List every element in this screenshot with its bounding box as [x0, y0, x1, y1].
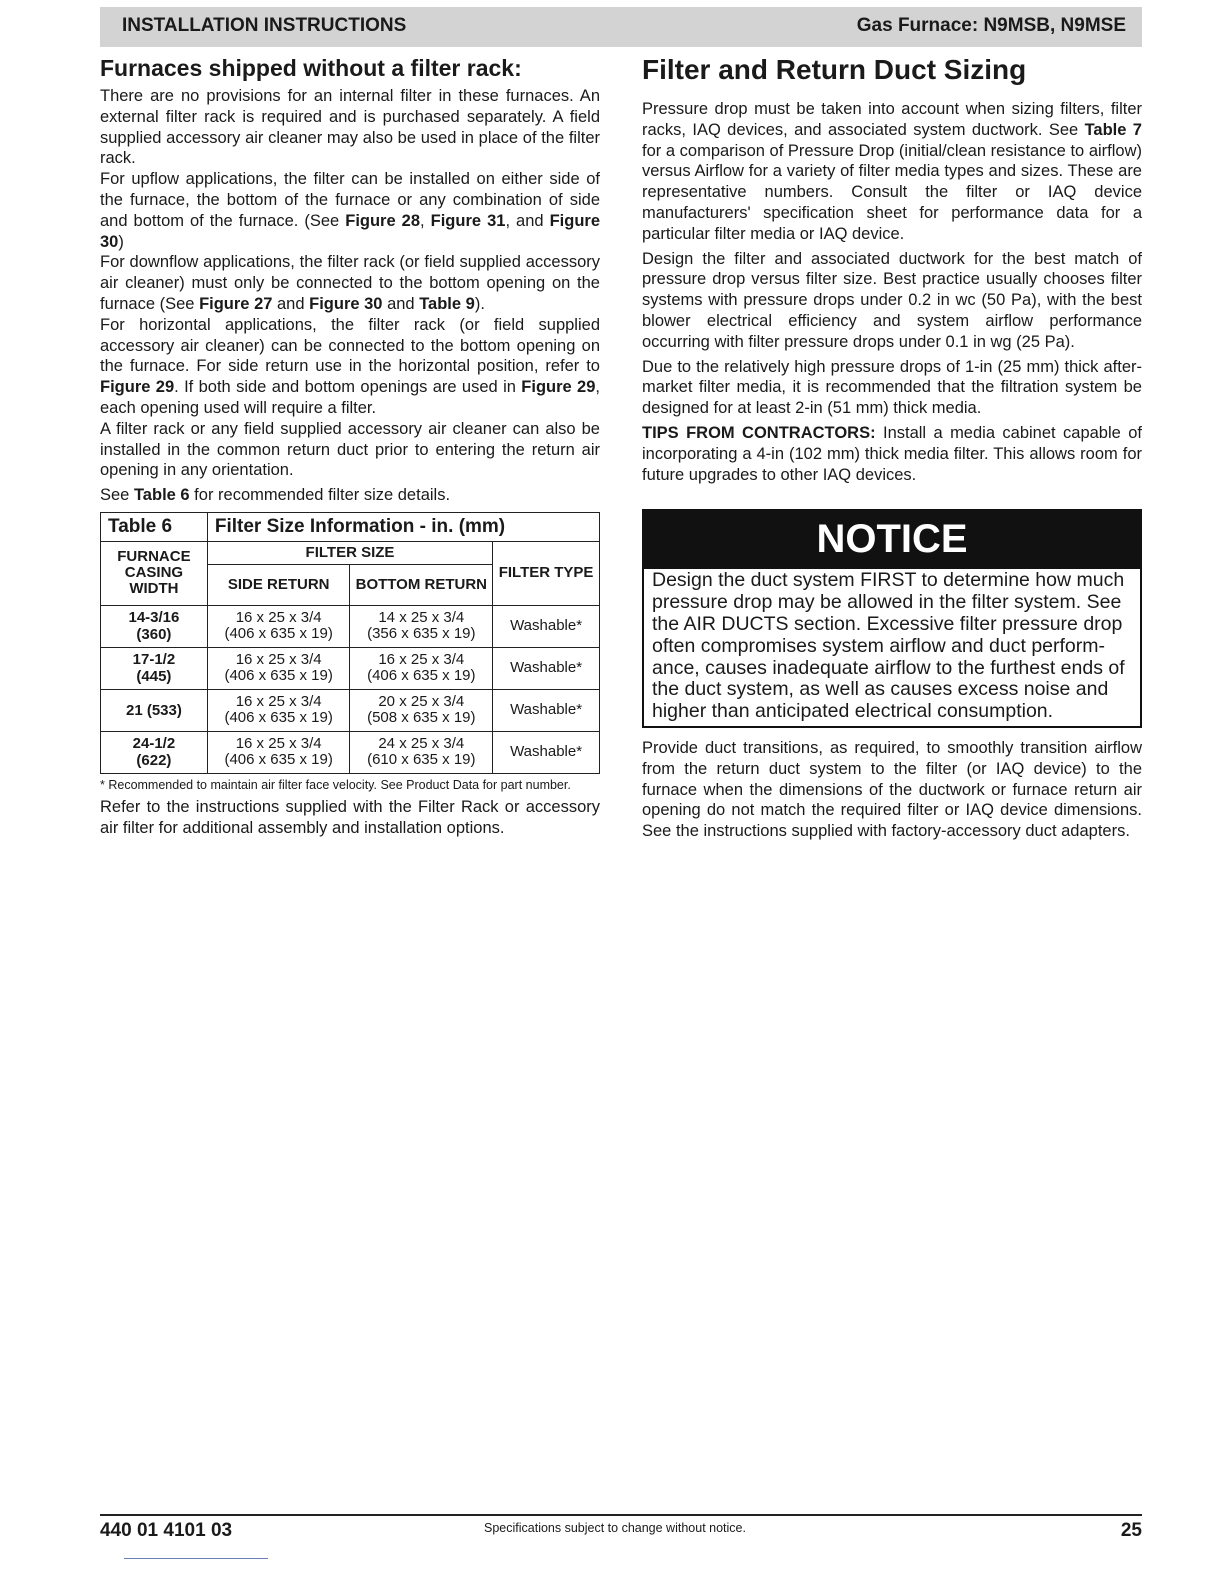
table-ref: Table 9	[419, 294, 475, 313]
header-product-title: Gas Furnace: N9MSB, N9MSE	[856, 15, 1126, 36]
table-title: Filter Size Information - in. (mm)	[207, 512, 599, 541]
table-cell-type: Washable*	[493, 689, 600, 731]
col-header-side-return: SIDE RETURN	[207, 564, 350, 605]
paragraph-horizontal: For horizontal applications, the filter rack (or field supplied accessory air cleaner) can be connected to the bottom opening on the furnace. For side return use in the horizontal position, refer to Figure 29. If both side and bottom openings are used in Figure 29, each opening used will require a filter.	[100, 315, 601, 417]
right-column	[642, 50, 1142, 846]
figure-ref: Figure 30	[100, 211, 601, 251]
table-number: Table 6	[101, 512, 208, 541]
paragraph: Refer to the instructions supplied with the Filter Rack or accessory air filter for additional assembly and installation options.	[100, 797, 600, 837]
table-cell-width: 14-3/16 (360)	[101, 605, 208, 647]
tips-label: TIPS FROM CONTRACTORS:	[642, 423, 876, 442]
col-header-filter-type: FILTER TYPE	[493, 541, 600, 605]
table-cell-bottom: 24 x 25 x 3/4 (610 x 635 x 19)	[350, 731, 493, 773]
paragraph: Provide duct transitions, as required, to smoothly transition airflow from the return duct system to the filter (or IAQ device) to the furnace when the dimensions of the ductwork or furnace return air opening do not match the required filter or IAQ device dimensions. See the instructions supplied with factory-accessory duct adapters.	[642, 738, 1142, 841]
table-cell-bottom: 14 x 25 x 3/4 (356 x 635 x 19)	[350, 605, 493, 647]
table-cell-type: Washable*	[493, 647, 600, 689]
figure-ref: Figure 30	[309, 294, 383, 313]
paragraph-pressure-drop: Pressure drop must be taken into account when sizing filters, filter racks, IAQ devices, and associated system ductwork. See Table 7 for a comparison of Pressure Drop (initial/clean resistance to airflow) versus Airflow for a variety of filter media types and sizes. These are representative numbers. Consult the filter or IAQ device manufacturers' specification sheet for performance data for a particular filter media or IAQ device.	[642, 100, 1142, 243]
table-cell-type: Washable*	[493, 731, 600, 773]
table-cell-width: 24-1/2 (622)	[101, 731, 208, 773]
figure-ref: Figure 28	[345, 211, 421, 230]
figure-ref: Figure 29	[521, 378, 596, 397]
section-title-duct-sizing: Filter and Return Duct Sizing	[642, 54, 1027, 85]
page-header	[100, 7, 1142, 47]
table-cell-side: 16 x 25 x 3/4 (406 x 635 x 19)	[207, 731, 350, 773]
table-cell-side: 16 x 25 x 3/4 (406 x 635 x 19)	[207, 647, 350, 689]
footer-divider	[100, 1514, 1142, 1516]
table-row	[101, 731, 600, 773]
page-number: 25	[1120, 1520, 1142, 1541]
col-header-bottom-return: BOTTOM RETURN	[350, 564, 493, 605]
section-title-filter-rack: Furnaces shipped without a filter rack:	[100, 55, 522, 81]
notice-title: NOTICE	[644, 511, 1140, 569]
paragraph-downflow: For downflow applications, the filter rack (or field supplied accessory air cleaner) must only be connected to the bottom opening on the furnace (See Figure 27 and Figure 30 and Table 9).	[100, 253, 600, 313]
figure-ref: Figure 29	[100, 378, 175, 397]
table-cell-side: 16 x 25 x 3/4 (406 x 635 x 19)	[207, 689, 350, 731]
notice-text: Design the duct system FIRST to determine how much pressure drop may be allowed in the filter system. See the AIR DUCTS section. Excessive filter pressure drop often compromises system airflow and duct perform-ance, causes inadequate airflow to the furthest ends of the duct system, as well as causes excess noise and higher than anticipated electrical consumption.	[652, 569, 1125, 723]
table-row	[101, 689, 600, 731]
left-column	[100, 50, 600, 839]
table-footnote: * Recommended to maintain air filter face velocity. See Product Data for part number.	[100, 777, 571, 792]
paragraph-upflow: For upflow applications, the filter can be installed on either side of the furnace, the bottom of the furnace or any combination of side and bottom of the furnace. (See Figure 28, Figure 31, and Figure 30)	[100, 170, 601, 251]
paragraph: Due to the relatively high pressure drops of 1-in (25 mm) thick after-market filter media, it is recommended that the filtration system be designed for at least 2-in (51 mm) thick media.	[642, 357, 1142, 418]
col-header-casing-width: FURNACE CASING WIDTH	[101, 541, 208, 605]
table-cell-width: 21 (533)	[101, 689, 208, 731]
table-cell-type: Washable*	[493, 605, 600, 647]
paragraph: Design the filter and associated ductwork for the best match of pressure drop versus filter size. Best practice usually chooses filter systems with pressure drops under 0.2 in wc (50 Pa), with the best blower electrical efficiency and system airflow performance occurring with filter pressure drops under 0.1 in wg (25 Pa).	[642, 249, 1142, 351]
table-ref: Table 7	[1084, 120, 1142, 139]
paragraph-see-table: See Table 6 for recommended filter size details.	[100, 486, 451, 505]
table-cell-bottom: 20 x 25 x 3/4 (508 x 635 x 19)	[350, 689, 493, 731]
header-section-title: INSTALLATION INSTRUCTIONS	[122, 15, 407, 36]
paragraph: There are no provisions for an internal filter in these furnaces. An external filter rack is required and is purchased separately. A field supplied accessory air cleaner may also be used in place of the filter rack.	[100, 87, 600, 168]
table-row	[101, 605, 600, 647]
table-cell-bottom: 16 x 25 x 3/4 (406 x 635 x 19)	[350, 647, 493, 689]
figure-ref: Figure 27	[199, 294, 273, 313]
filter-size-table	[100, 512, 600, 774]
col-header-filter-size: FILTER SIZE	[207, 541, 492, 564]
paragraph-tips: TIPS FROM CONTRACTORS: Install a media cabinet capable of incorporating a 4-in (102 mm) thick media filter. This allows room for future upgrades to other IAQ devices.	[642, 423, 1142, 484]
table-row	[101, 647, 600, 689]
paragraph: A filter rack or any field supplied accessory air cleaner can also be installed in the common return duct prior to entering the return air opening in any orientation.	[100, 419, 600, 480]
table-cell-width: 17-1/2 (445)	[101, 647, 208, 689]
figure-ref: Figure 31	[430, 211, 506, 230]
document-number: 440 01 4101 03	[100, 1520, 233, 1541]
footer-notice: Specifications subject to change without notice.	[484, 1521, 746, 1535]
table-ref: Table 6	[133, 486, 190, 505]
footer-mark	[124, 1558, 268, 1559]
notice-box	[642, 509, 1142, 728]
table-cell-side: 16 x 25 x 3/4 (406 x 635 x 19)	[207, 605, 350, 647]
